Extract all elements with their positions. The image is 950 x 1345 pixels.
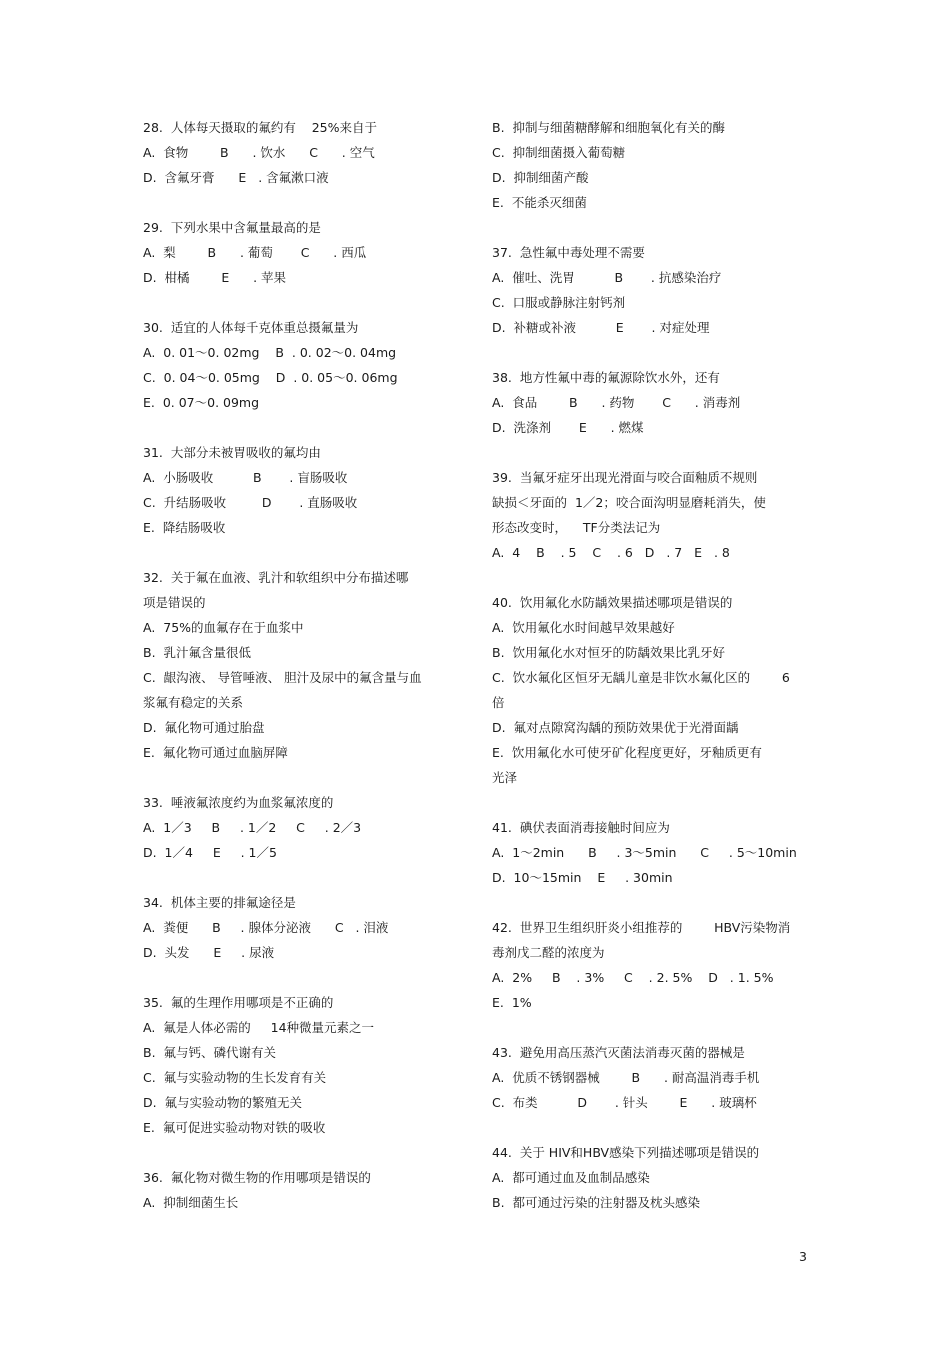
text-line: 光泽	[492, 770, 518, 785]
text-line: 倍	[492, 695, 505, 710]
text-line: C. 口服或静脉注射钙剂	[492, 295, 626, 310]
spacer	[143, 415, 473, 440]
text-line: E. 不能杀灭细菌	[492, 195, 587, 210]
text-line: B. 乳汁氟含量很低	[143, 645, 251, 660]
spacer	[143, 965, 473, 990]
text-line: A. 小肠吸收 B . 盲肠吸收	[143, 470, 348, 485]
spacer	[492, 1115, 812, 1140]
text-line: 37. 急性氟中毒处理不需要	[492, 245, 645, 260]
text-line: 形态改变时， TF分类法记为	[492, 520, 661, 535]
spacer	[492, 565, 812, 590]
spacer	[143, 765, 473, 790]
text-line: A. 梨 B . 葡萄 C . 西瓜	[143, 245, 367, 260]
text-line: A. 食品 B . 药物 C . 消毒剂	[492, 395, 741, 410]
text-line: A. 粪便 B . 腺体分泌液 C . 泪液	[143, 920, 389, 935]
text-line: A. 0. 01～0. 02mg B . 0. 02～0. 04mg	[143, 345, 397, 360]
text-line: B. 饮用氟化水对恒牙的防龋效果比乳牙好	[492, 645, 725, 660]
text-line: D. 洗涤剂 E . 燃煤	[492, 420, 644, 435]
text-line: D. 1／4 E . 1／5	[143, 845, 277, 860]
text-line: E. 氟可促进实验动物对铁的吸收	[143, 1120, 326, 1135]
text-line: 30. 适宜的人体每千克体重总摄氟量为	[143, 320, 359, 335]
text-line: E. 氟化物可通过血脑屏障	[143, 745, 288, 760]
text-line: 40. 饮用氟化水防龋效果描述哪项是错误的	[492, 595, 733, 610]
left-column	[143, 115, 473, 1215]
text-line: E. 饮用氟化水可使牙矿化程度更好，牙釉质更有	[492, 745, 762, 760]
text-line: 项是错误的	[143, 595, 206, 610]
text-line: 29. 下列水果中含氟量最高的是	[143, 220, 321, 235]
text-line: A. 2% B . 3% C . 2. 5% D . 1. 5%	[492, 970, 774, 985]
spacer	[492, 215, 812, 240]
text-line: 28. 人体每天摄取的氟约有 25%来自于	[143, 120, 378, 135]
text-line: D. 头发 E . 尿液	[143, 945, 275, 960]
text-line: 43. 避免用高压蒸汽灭菌法消毒灭菌的器械是	[492, 1045, 745, 1060]
text-line: 33. 唾液氟浓度约为血浆氟浓度的	[143, 795, 334, 810]
text-line: 44. 关于 HIV和HBV感染下列描述哪项是错误的	[492, 1145, 760, 1160]
spacer	[143, 190, 473, 215]
text-line: A. 1～2min B . 3～5min C . 5～10min	[492, 845, 797, 860]
text-line: C. 氟与实验动物的生长发育有关	[143, 1070, 327, 1085]
text-line: C. 布类 D . 针头 E . 玻璃杯	[492, 1095, 757, 1110]
text-line: D. 抑制细菌产酸	[492, 170, 589, 185]
text-line: E. 降结肠吸收	[143, 520, 226, 535]
text-line: E. 0. 07～0. 09mg	[143, 395, 260, 410]
spacer	[143, 290, 473, 315]
page-number: 3	[799, 1249, 807, 1264]
text-line: E. 1%	[492, 995, 532, 1010]
text-line: C. 龈沟液、 导管唾液、 胆汁及尿中的氟含量与血	[143, 670, 422, 685]
text-line: C. 升结肠吸收 D . 直肠吸收	[143, 495, 358, 510]
text-line: A. 都可通过血及血制品感染	[492, 1170, 650, 1185]
text-line: D. 氟与实验动物的繁殖无关	[143, 1095, 303, 1110]
spacer	[143, 865, 473, 890]
text-line: B. 氟与钙、磷代谢有关	[143, 1045, 276, 1060]
text-line: A. 食物 B . 饮水 C . 空气	[143, 145, 375, 160]
text-line: 缺损＜牙面的 1／2；咬合面沟明显磨耗消失，使	[492, 495, 766, 510]
text-line: 39. 当氟牙症牙出现光滑面与咬合面釉质不规则	[492, 470, 758, 485]
text-line: C. 饮水氟化区恒牙无龋儿童是非饮水氟化区的 6	[492, 670, 790, 685]
text-line: 32. 关于氟在血液、乳汁和软组织中分布描述哪	[143, 570, 409, 585]
text-line: D. 补糖或补液 E . 对症处理	[492, 320, 710, 335]
text-line: D. 氟化物可通过胎盘	[143, 720, 265, 735]
right-column	[492, 115, 812, 1215]
text-line: A. 4 B . 5 C . 6 D . 7 E . 8	[492, 545, 730, 560]
text-line: A. 饮用氟化水时间越早效果越好	[492, 620, 675, 635]
text-line: B. 都可通过污染的注射器及枕头感染	[492, 1195, 700, 1210]
text-line: 41. 碘伏表面消毒接触时间应为	[492, 820, 670, 835]
spacer	[143, 1140, 473, 1165]
text-line: B. 抑制与细菌糖酵解和细胞氧化有关的酶	[492, 120, 725, 135]
spacer	[143, 540, 473, 565]
text-line: 38. 地方性氟中毒的氟源除饮水外，还有	[492, 370, 720, 385]
spacer	[492, 890, 812, 915]
spacer	[492, 790, 812, 815]
text-line: 34. 机体主要的排氟途径是	[143, 895, 296, 910]
text-line: 42. 世界卫生组织肝炎小组推荐的 HBV污染物消	[492, 920, 791, 935]
text-line: A. 催吐、洗胃 B . 抗感染治疗	[492, 270, 722, 285]
text-line: A. 优质不锈钢器械 B . 耐高温消毒手机	[492, 1070, 760, 1085]
text-line: D. 含氟牙膏 E . 含氟漱口液	[143, 170, 329, 185]
text-line: A. 75%的血氟存在于血浆中	[143, 620, 304, 635]
spacer	[492, 340, 812, 365]
text-line: A. 1／3 B . 1／2 C . 2／3	[143, 820, 362, 835]
text-line: D. 氟对点隙窝沟龋的预防效果优于光滑面龋	[492, 720, 739, 735]
text-line: C. 0. 04～0. 05mg D . 0. 05～0. 06mg	[143, 370, 398, 385]
text-line: D. 10～15min E . 30min	[492, 870, 673, 885]
text-line: D. 柑橘 E . 苹果	[143, 270, 287, 285]
text-line: C. 抑制细菌摄入葡萄糖	[492, 145, 626, 160]
text-line: A. 抑制细菌生长	[143, 1195, 239, 1210]
text-line: A. 氟是人体必需的 14种微量元素之一	[143, 1020, 375, 1035]
text-line: 35. 氟的生理作用哪项是不正确的	[143, 995, 334, 1010]
text-line: 毒剂戊二醛的浓度为	[492, 945, 605, 960]
spacer	[492, 440, 812, 465]
text-line: 浆氟有稳定的关系	[143, 695, 244, 710]
text-line: 36. 氟化物对微生物的作用哪项是错误的	[143, 1170, 371, 1185]
text-line: 31. 大部分未被胃吸收的氟均由	[143, 445, 321, 460]
spacer	[492, 1015, 812, 1040]
